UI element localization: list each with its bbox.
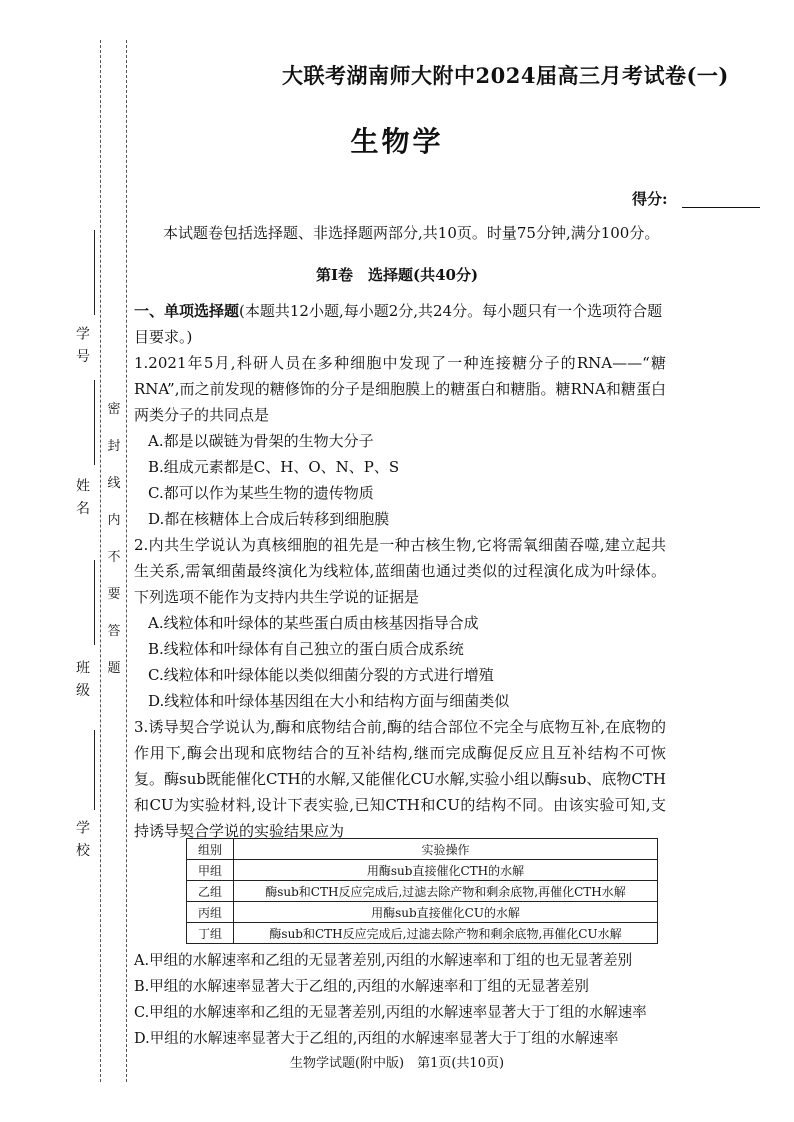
seal-char: 封: [107, 439, 121, 454]
page-footer: 生物学试题(附中版) 第1页(共10页): [289, 1056, 505, 1071]
question-stem: 2.内共生学说认为真核细胞的祖先是一种古核生物,它将需氧细菌吞噬,建立起共生关系,需氧细菌最终演化为线粒体,蓝细菌也通过类似的过程演化成为叶绿体。下列选项不能作为支持内共生学说的证据是: [134, 536, 666, 606]
seal-char: 题: [107, 661, 121, 676]
option-c[interactable]: C.线粒体和叶绿体能以类似细菌分裂的方式进行增殖: [148, 666, 494, 684]
name-label: 姓 名: [74, 478, 90, 517]
exam-intro: 本试题卷包括选择题、非选择题两部分,共10页。时量75分钟,满分100分。: [163, 224, 660, 242]
table-cell-group: 丙组: [187, 902, 234, 923]
part-heading-label: 一、单项选择题: [134, 302, 240, 320]
table-row: [187, 902, 658, 923]
option-b[interactable]: B.甲组的水解速率显著大于乙组的,丙组的水解速率和丁组的无显著差别: [134, 979, 589, 995]
table-cell-operation: 酶sub和CTH反应完成后,过滤去除产物和剩余底物,再催化CTH水解: [234, 881, 658, 902]
seal-text: [106, 398, 122, 694]
option-c[interactable]: C.都可以作为某些生物的遗传物质: [148, 484, 374, 502]
name-field[interactable]: [94, 380, 95, 465]
option-b[interactable]: B.组成元素都是C、H、O、N、P、S: [148, 458, 400, 476]
seal-char: 密: [107, 402, 121, 417]
option-a[interactable]: A.线粒体和叶绿体的某些蛋白质由核基因指导合成: [148, 614, 479, 632]
question-3: [134, 714, 666, 844]
seal-char: 不: [107, 550, 121, 565]
student-id-label: 学 号: [74, 326, 90, 365]
section-title: 第Ⅰ卷 选择题(共40分): [315, 266, 479, 284]
table-row: [187, 860, 658, 881]
table-cell-group: 甲组: [187, 860, 234, 881]
table-cell-operation: 用酶sub直接催化CTH的水解: [234, 860, 658, 881]
experiment-table: [186, 838, 658, 944]
option-d[interactable]: D.线粒体和叶绿体基因组在大小和结构方面与细菌类似: [148, 692, 510, 710]
score-label: 得分:: [632, 190, 668, 208]
table-header-row: [187, 839, 658, 860]
question-1: [134, 350, 666, 532]
table-cell-operation: 酶sub和CTH反应完成后,过滤去除产物和剩余底物,再催化CU水解: [234, 923, 658, 944]
table-cell-operation: 用酶sub直接催化CU的水解: [234, 902, 658, 923]
binding-dashed-line-outer: [126, 40, 127, 1082]
table-row: [187, 923, 658, 944]
class-field[interactable]: [94, 560, 95, 645]
exam-title: 大联考湖南师大附中2024届高三月考试卷(一): [282, 63, 729, 88]
option-b[interactable]: B.线粒体和叶绿体有自己独立的蛋白质合成系统: [148, 640, 464, 658]
question-stem: 3.诱导契合学说认为,酶和底物结合前,酶的结合部位不完全与底物互补,在底物的作用下,酶会出现和底物结合的互补结构,继而完成酶促反应且互补结构不可恢复。酶sub既能催化CTH的水解,又能催化CU水解,实验小组以酶sub、底物CTH和CU为实验材料,设计下表实验,已知CTH和CU的结构不同。由该实验可知,支持诱导契合学说的实验结果应为: [134, 718, 666, 840]
school-label: 学 校: [74, 820, 90, 859]
seal-char: 要: [107, 587, 121, 602]
school-field[interactable]: [94, 730, 95, 810]
table-cell-group: 乙组: [187, 881, 234, 902]
option-d[interactable]: D.都在核糖体上合成后转移到细胞膜: [148, 510, 390, 528]
binding-dashed-line: [100, 40, 101, 1082]
seal-char: 内: [107, 513, 121, 528]
question-stem: 1.2021年5月,科研人员在多种细胞中发现了一种连接糖分子的RNA——“糖RNA”,而之前发现的糖修饰的分子是细胞膜上的糖蛋白和糖脂。糖RNA和糖蛋白两类分子的共同点是: [134, 354, 666, 424]
question-3-options: [134, 948, 666, 1052]
question-2: [134, 532, 666, 714]
table-cell-group: 丁组: [187, 923, 234, 944]
part-heading-desc: (本题共12小题,每小题2分,共24分。每小题只有一个选项符合题目要求。): [134, 302, 663, 346]
table-header: 实验操作: [234, 839, 658, 860]
option-c[interactable]: C.甲组的水解速率和乙组的无显著差别,丙组的水解速率显著大于丁组的水解速率: [134, 1005, 647, 1021]
option-d[interactable]: D.甲组的水解速率显著大于乙组的,丙组的水解速率显著大于丁组的水解速率: [134, 1031, 619, 1047]
subject-title: 生物学: [350, 125, 444, 158]
option-a[interactable]: A.甲组的水解速率和乙组的无显著差别,丙组的水解速率和丁组的也无显著差别: [134, 953, 633, 969]
score-field[interactable]: [682, 207, 760, 208]
option-a[interactable]: A.都是以碳链为骨架的生物大分子: [148, 432, 374, 450]
part-heading: [134, 298, 664, 350]
table-row: [187, 881, 658, 902]
seal-char: 答: [107, 624, 121, 639]
seal-char: 线: [107, 476, 121, 491]
class-label: 班 级: [74, 660, 90, 699]
table-header: 组别: [187, 839, 234, 860]
